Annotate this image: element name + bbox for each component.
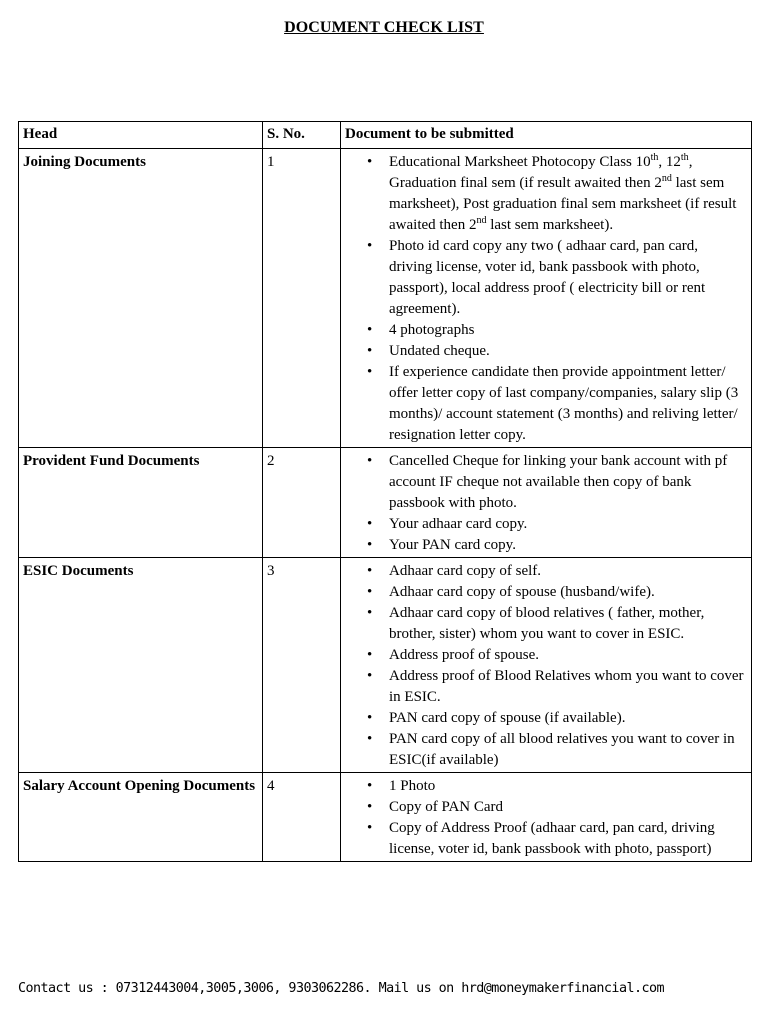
bullet-icon: • [367,453,373,469]
list-item [345,776,747,797]
bullet-icon: • [367,516,373,532]
row-documents [341,448,752,558]
bullet-icon: • [367,154,373,170]
row-documents [341,558,752,773]
list-item-text: Adhaar card copy of blood relatives ( father, mother, brother, sister) whom you want to cover in ESIC. [389,605,705,642]
bullet-icon: • [367,710,373,726]
list-item-text: 4 photographs [389,322,475,338]
document-list [345,561,747,771]
bullet-icon: • [367,343,373,359]
list-item [345,236,747,320]
bullet-icon: • [367,238,373,254]
column-header-document: Document to be submitted [341,122,752,149]
table-row [19,558,752,773]
list-item-text: Copy of Address Proof (adhaar card, pan card, driving license, voter id, bank passbook with photo, passport) [389,820,715,857]
page-title: DOCUMENT CHECK LIST [284,19,484,36]
table-row [19,773,752,862]
list-item-text: If experience candidate then provide appointment letter/ offer letter copy of last company/companies, salary slip (3 months)/ account statement (3 months) and reliving letter/ resignation letter copy. [389,364,739,443]
list-item [345,708,747,729]
document-list [345,776,747,860]
table-row [19,149,752,448]
list-item [345,152,747,236]
document-checklist-table [18,121,752,862]
bullet-icon: • [367,537,373,553]
bullet-icon: • [367,799,373,815]
list-item-text: Cancelled Cheque for linking your bank account with pf account IF cheque not available then copy of bank passbook with photo. [389,453,728,511]
list-item-text: Photo id card copy any two ( adhaar card, pan card, driving license, voter id, bank passbook with photo, passport), local address proof ( electricity bill or rent agreement). [389,238,706,317]
table-body [19,149,752,862]
list-item [345,729,747,771]
list-item-text: PAN card copy of spouse (if available). [389,710,626,726]
bullet-icon: • [367,820,373,836]
row-head: Joining Documents [19,149,263,448]
contact-footer: Contact us : 07312443004,3005,3006, 9303062286. Mail us on hrd@moneymakerfinancial.com [18,981,665,996]
list-item-text: Undated cheque. [389,343,490,359]
bullet-icon: • [367,563,373,579]
list-item [345,362,747,446]
row-serial-number: 3 [263,558,341,773]
list-item-text: Adhaar card copy of spouse (husband/wife). [389,584,655,600]
list-item [345,514,747,535]
row-documents [341,773,752,862]
list-item-text: PAN card copy of all blood relatives you want to cover in ESIC(if available) [389,731,735,768]
list-item [345,818,747,860]
list-item [345,535,747,556]
bullet-icon: • [367,778,373,794]
list-item [345,603,747,645]
bullet-icon: • [367,584,373,600]
row-serial-number: 2 [263,448,341,558]
list-item-text: Copy of PAN Card [389,799,504,815]
table-row [19,448,752,558]
document-list [345,451,747,556]
list-item [345,582,747,603]
column-header-sno: S. No. [263,122,341,149]
list-item-text: Educational Marksheet Photocopy Class 10th, 12th, Graduation final sem (if result awaited then 2nd last sem marksheet), Post graduation final sem marksheet (if result awaited then 2nd last sem marksheet). [389,152,737,233]
list-item-text: Adhaar card copy of self. [389,563,542,579]
table-header-row [19,122,752,149]
list-item [345,561,747,582]
list-item [345,451,747,514]
list-item-text: Address proof of spouse. [389,647,539,663]
list-item [345,320,747,341]
row-head: Provident Fund Documents [19,448,263,558]
bullet-icon: • [367,322,373,338]
row-head: ESIC Documents [19,558,263,773]
list-item [345,797,747,818]
list-item [345,341,747,362]
bullet-icon: • [367,731,373,747]
bullet-icon: • [367,364,373,380]
list-item [345,666,747,708]
bullet-icon: • [367,647,373,663]
list-item [345,645,747,666]
list-item-text: Your PAN card copy. [389,537,516,553]
bullet-icon: • [367,668,373,684]
bullet-icon: • [367,605,373,621]
column-header-head: Head [19,122,263,149]
row-head: Salary Account Opening Documents [19,773,263,862]
document-list [345,152,747,446]
row-serial-number: 1 [263,149,341,448]
list-item-text: 1 Photo [389,778,436,794]
row-serial-number: 4 [263,773,341,862]
list-item-text: Your adhaar card copy. [389,516,528,532]
row-documents [341,149,752,448]
list-item-text: Address proof of Blood Relatives whom you want to cover in ESIC. [389,668,744,705]
